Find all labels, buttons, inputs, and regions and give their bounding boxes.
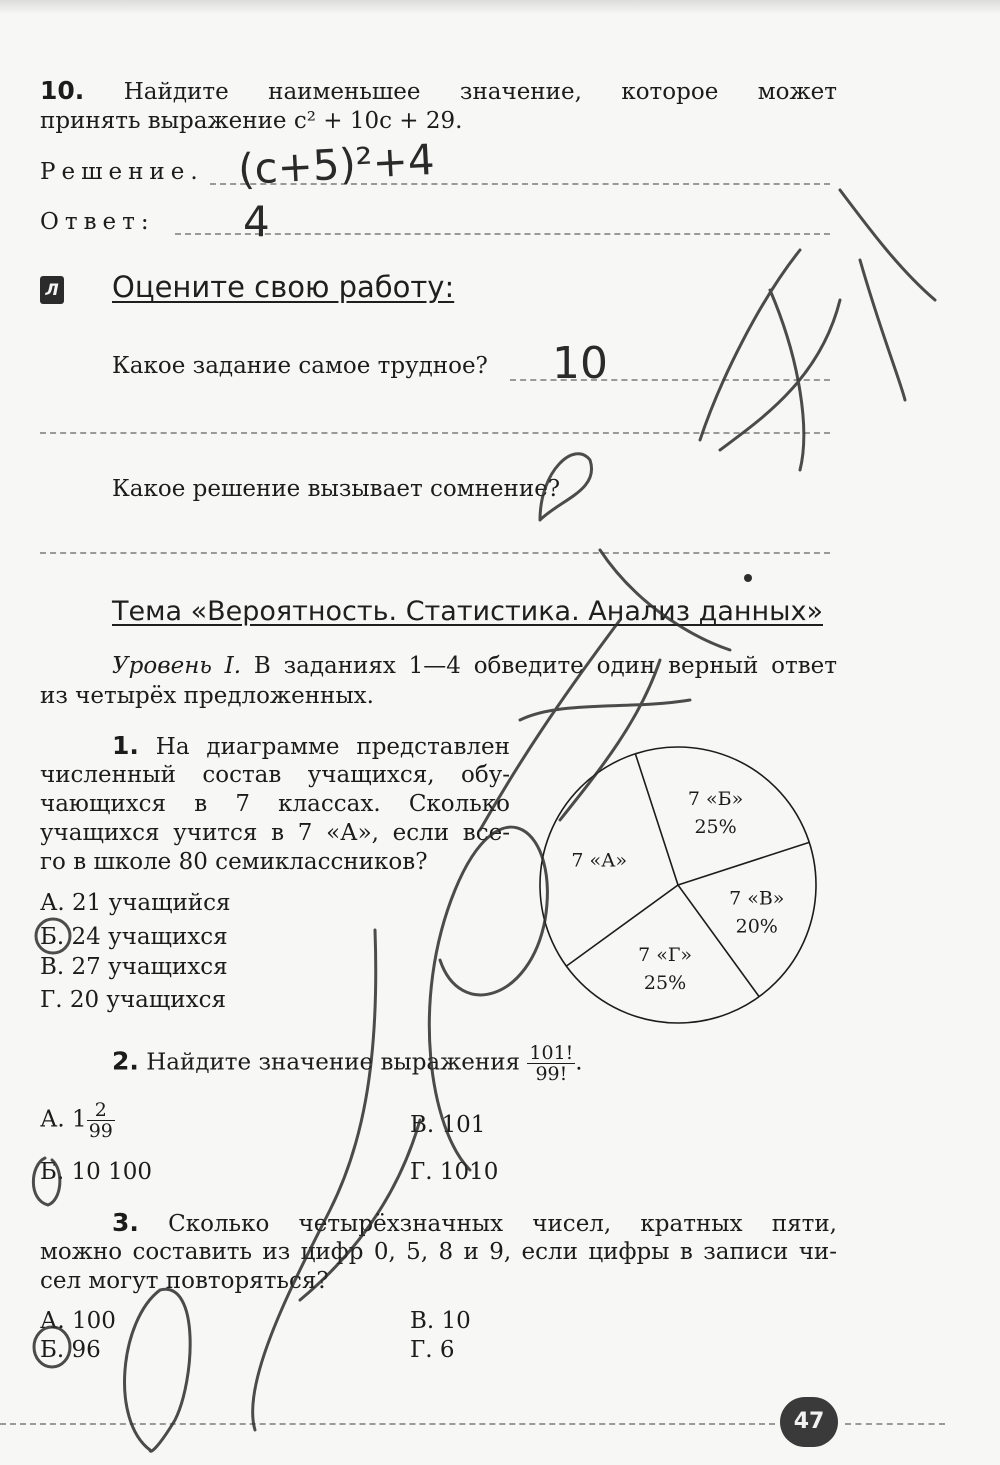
solution-label: Решение. (40, 159, 204, 185)
personal-badge-icon: Л (40, 276, 64, 304)
task2-frac-den: 99! (535, 1063, 568, 1085)
task2-option-a[interactable] (40, 1100, 115, 1141)
pie-slice-boundary (678, 842, 809, 885)
pie-slice-label: 7 «Б» (687, 788, 744, 811)
ink-stroke (253, 930, 376, 1430)
task10-line1 (40, 76, 837, 107)
task2-option-g[interactable]: Г. 1010 (410, 1159, 499, 1185)
task1-option-a[interactable]: А. 21 учащийся (40, 890, 231, 916)
pie-chart (530, 735, 840, 1035)
ink-stroke (860, 260, 905, 400)
scan-top-edge (0, 0, 1000, 14)
q1-handwritten: 10 (552, 338, 608, 389)
level-label: Уровень I. (112, 653, 242, 679)
task2-text: Найдите значение выражения (146, 1049, 521, 1076)
task1-text-3: чающихся в 7 классах. Сколько (40, 791, 510, 817)
level-text: В заданиях 1—4 обведите один верный ответ (241, 653, 837, 679)
task10-text-line1: Найдите наименьшее значение, которое может (123, 79, 837, 105)
task1-number: 1. (112, 731, 139, 760)
ink-stroke (125, 1289, 191, 1451)
ink-stroke (840, 190, 935, 300)
task2-opt-a-fraction (87, 1100, 115, 1141)
task3-text-1: Сколько четырёхзначных чисел, кратных пяти, (168, 1211, 837, 1237)
task2-opt-a-num: 2 (87, 1100, 115, 1121)
task3-number: 3. (112, 1208, 139, 1237)
task3-line1 (112, 1208, 837, 1239)
task3-text-3: сел могут повторяться? (40, 1268, 329, 1294)
level-line1 (112, 651, 837, 681)
task2-option-b[interactable]: Б. 10 100 (40, 1159, 153, 1185)
pie-slice-value: 25% (694, 816, 737, 839)
ink-dot (744, 574, 752, 582)
assess-question-1: Какое задание самое трудное? (112, 353, 488, 379)
pie-slice-value: 20% (735, 915, 778, 938)
task3-option-v[interactable]: В. 10 (410, 1308, 471, 1334)
task1-text-2: численный состав учащихся, обу- (40, 762, 510, 788)
task2-number: 2. (112, 1046, 139, 1076)
task1-text-4: учащихся учится в 7 «А», если все- (40, 820, 510, 846)
pie-group (540, 747, 816, 1023)
pie-slice-label: 7 «А» (571, 849, 628, 872)
task2-option-v[interactable]: В. 101 (410, 1112, 486, 1138)
ink-stroke (720, 300, 840, 450)
task3-option-g[interactable]: Г. 6 (410, 1337, 455, 1363)
task1-option-v[interactable]: В. 27 учащихся (40, 954, 228, 980)
topic-title: Тема «Вероятность. Статистика. Анализ данных» (112, 596, 823, 627)
task2-opt-a-prefix: А. 1 (40, 1106, 87, 1133)
task2-fraction (527, 1043, 575, 1084)
ink-stroke (520, 700, 690, 720)
level-line2: из четырёх предложенных. (40, 683, 374, 709)
ink-stroke (700, 250, 800, 440)
task1-option-b[interactable]: Б. 24 учащихся (40, 924, 228, 950)
pie-slice-label: 7 «В» (729, 887, 785, 910)
answer-handwritten: 4 (243, 197, 270, 246)
pie-slice-boundary (635, 754, 678, 885)
task10-number: 10. (40, 76, 85, 105)
task2-line: 2. Найдите значение выражения $\frac{101!}{99!}$ . (112, 1042, 583, 1085)
pie-slice-label: 7 «Г» (638, 943, 693, 966)
pie-slice-value: 25% (643, 971, 687, 994)
assess-title: Оцените свою работу: (112, 270, 455, 304)
task2-opt-a-den: 99 (88, 1120, 113, 1142)
answer-label: Ответ: (40, 209, 155, 235)
task10-text-line2: принять выражение c² + 10c + 29. (40, 108, 463, 134)
task3-text-2: можно составить из цифр 0, 5, 8 и 9, если цифры в записи чи- (40, 1239, 837, 1265)
task1-line1 (112, 731, 510, 762)
task3-option-b[interactable]: Б. 96 (40, 1337, 101, 1363)
task1-option-g[interactable]: Г. 20 учащихся (40, 987, 226, 1013)
solution-handwritten: (c+5)²+4 (236, 134, 436, 195)
task3-option-a[interactable]: А. 100 (40, 1308, 116, 1334)
task1-text-5: го в школе 80 семиклассников? (40, 849, 428, 875)
q1-line-b (40, 432, 830, 434)
page-number: 47 (780, 1397, 838, 1447)
answer-line (175, 233, 830, 235)
assess-question-2: Какое решение вызывает сомнение? (112, 476, 561, 502)
footer-line-left (0, 1423, 775, 1425)
footer-line-right (845, 1423, 945, 1425)
task2-frac-num: 101! (529, 1042, 574, 1064)
q2-line (40, 552, 830, 554)
task1-text-1: На диаграмме представлен (155, 734, 511, 760)
